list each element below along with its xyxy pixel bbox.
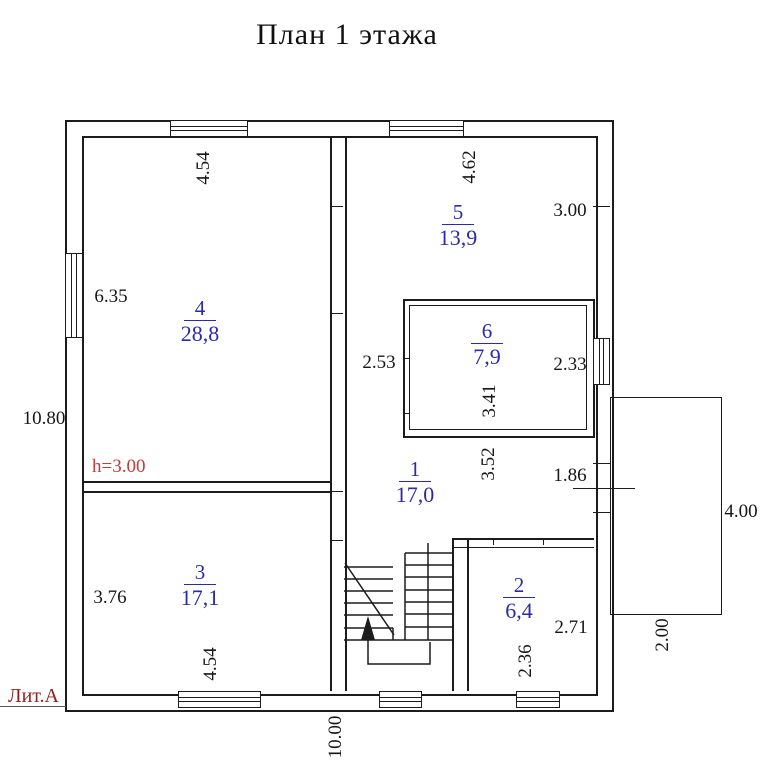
dim-bottom-overall: 10.00 — [325, 715, 346, 759]
dim-right-room5: 3.00 — [553, 200, 587, 221]
door-jamb-tick — [593, 512, 610, 513]
wall-tick — [403, 358, 409, 359]
dim-bottom-room3: 4.54 — [200, 647, 221, 681]
room-number: 2 — [503, 574, 536, 598]
wall-tick — [543, 538, 544, 545]
dim-top-left: 4.54 — [193, 151, 214, 185]
window-left — [65, 253, 83, 338]
dim-hall-depth: 3.52 — [478, 447, 499, 481]
wall-tick — [403, 413, 409, 414]
dim-left-overall: 10.80 — [22, 408, 66, 429]
wall-tick — [330, 206, 343, 207]
dim-room2-width: 2.71 — [554, 617, 588, 638]
dim-room6-depth: 3.41 — [479, 384, 500, 418]
door-jamb-tick — [593, 463, 610, 464]
dim-annex-height: 4.00 — [724, 501, 758, 522]
dim-room6-left: 2.53 — [362, 352, 396, 373]
room-area: 13,9 — [438, 225, 478, 251]
dim-top-right: 4.62 — [459, 150, 480, 184]
room-label-5 — [423, 201, 493, 249]
room-area: 17,0 — [395, 482, 435, 508]
staircase — [331, 538, 466, 668]
room-number: 6 — [471, 320, 504, 344]
room-label-2 — [484, 574, 554, 622]
room-number: 1 — [399, 458, 432, 482]
litera-underline — [0, 706, 66, 707]
dim-room2-depth: 2.36 — [515, 644, 536, 678]
window-bottom-right — [516, 691, 560, 708]
room-label-4 — [165, 297, 235, 345]
room-area: 28,8 — [180, 321, 220, 347]
wall-tick — [330, 491, 343, 492]
dim-room6-right: 2.33 — [553, 354, 587, 375]
room-area: 17,1 — [180, 585, 220, 611]
door-threshold-line — [573, 488, 635, 489]
wall-tick — [593, 206, 610, 207]
stair-direction-path — [368, 640, 430, 664]
wall-tick — [330, 313, 343, 314]
dim-door-right: 1.86 — [553, 465, 587, 486]
room-number: 5 — [442, 201, 475, 225]
window-bottom-left — [178, 691, 261, 708]
dim-annex-width: 2.00 — [652, 618, 673, 652]
room2-top-wall — [452, 538, 594, 548]
dim-left-room4: 6.35 — [94, 286, 128, 307]
room-label-1 — [380, 458, 450, 506]
room-number: 3 — [184, 561, 217, 585]
wall-tick — [493, 538, 494, 545]
annex-outline — [610, 397, 722, 615]
window-top-left — [170, 120, 248, 137]
room-label-6 — [452, 320, 522, 368]
window-right — [593, 338, 610, 385]
page-title: План 1 этажа — [256, 18, 438, 51]
window-top-right — [389, 120, 464, 137]
room4-room3-divider-wall — [84, 481, 330, 493]
window-bottom-middle — [379, 691, 422, 708]
litera-label: Лит.А — [8, 685, 59, 707]
dim-left-room3: 3.76 — [93, 587, 127, 608]
ceiling-height-note: h=3.00 — [92, 456, 146, 477]
room-label-3 — [165, 561, 235, 609]
room-area: 6,4 — [505, 598, 533, 624]
room-number: 4 — [184, 297, 217, 321]
room-area: 7,9 — [473, 344, 501, 370]
